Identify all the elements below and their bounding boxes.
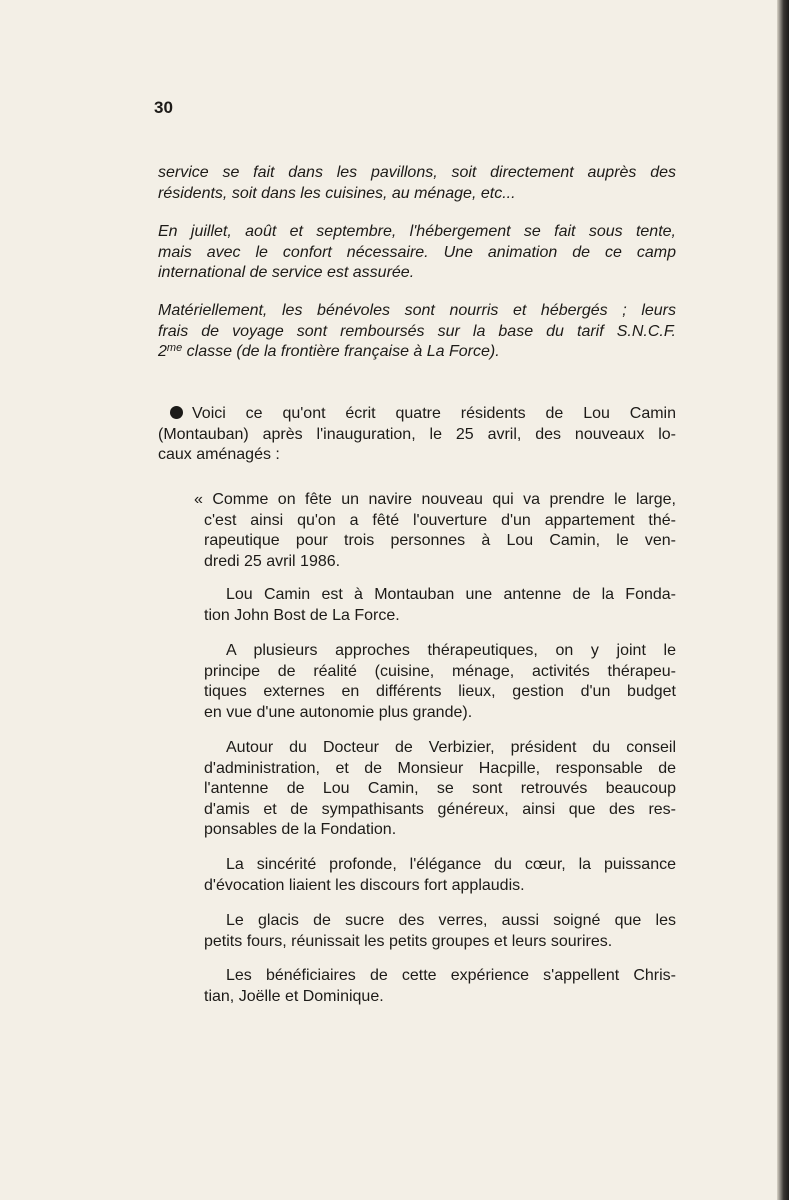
text-line: d'amis et de sympathisants généreux, ainsi que des res- xyxy=(204,800,676,818)
text-line: tian, Joëlle et Dominique. xyxy=(204,987,384,1005)
quote-paragraph-6 xyxy=(204,911,676,952)
text-line: En juillet, août et septembre, l'hébergement se fait sous tente, xyxy=(158,223,676,240)
paragraph-3 xyxy=(158,301,676,363)
quote-paragraph-1 xyxy=(194,490,676,572)
text-line: A plusieurs approches thérapeutiques, on y joint le xyxy=(226,642,676,659)
text-line: international de service est assurée. xyxy=(158,264,415,281)
text-line: rapeutique pour trois personnes à Lou Camin, le ven- xyxy=(204,532,676,549)
text-line: frais de voyage sont remboursés sur la base du tarif S.N.C.F. xyxy=(158,322,676,340)
page-edge-shadow xyxy=(777,0,789,1200)
text-line: c'est ainsi qu'on a fêté l'ouverture d'un appartement thé- xyxy=(204,511,676,529)
text-line: petits fours, réunissait les petits groupes et leurs sourires. xyxy=(204,932,613,950)
text-line: mais avec le confort nécessaire. Une animation de ce camp xyxy=(158,243,676,261)
quote-paragraph-7 xyxy=(204,966,676,1007)
text-line: tiques externes en différents lieux, gestion d'un budget xyxy=(204,683,676,700)
text-line: service se fait dans les pavillons, soit directement auprès des xyxy=(158,164,676,181)
paragraph-1 xyxy=(158,163,676,204)
quote-paragraph-4 xyxy=(204,738,676,841)
text-line: « Comme on fête un navire nouveau qui va prendre le large, xyxy=(194,491,676,508)
text-line: principe de réalité (cuisine, ménage, activités thérapeu- xyxy=(204,662,676,680)
text-line: l'antenne de Lou Camin, se sont retrouvés beaucoup xyxy=(204,780,676,797)
bullet-slot xyxy=(158,404,192,425)
text-line: ponsables de la Fondation. xyxy=(204,821,397,838)
text-line xyxy=(158,404,676,425)
text-line: tion John Bost de La Force. xyxy=(204,606,400,624)
text-line: dredi 25 avril 1986. xyxy=(204,552,341,570)
text-line: en vue d'une autonomie plus grande). xyxy=(204,703,473,721)
text-line: La sincérité profonde, l'élégance du cœur, la puissance xyxy=(226,856,676,873)
bullet-text: Voici ce qu'ont écrit quatre résidents de Lou Camin xyxy=(192,405,676,422)
text-line-rest: classe (de la frontière française à La Force). xyxy=(182,343,500,360)
text-line: Le glacis de sucre des verres, aussi soigné que les xyxy=(226,912,676,929)
text-line: Les bénéficiaires de cette expérience s'appellent Chris- xyxy=(226,967,676,984)
text-line: (Montauban) après l'inauguration, le 25 avril, des nouveaux lo- xyxy=(158,425,676,443)
text-line: caux aménagés : xyxy=(158,446,280,463)
text-line: Matériellement, les bénévoles sont nourris et hébergés ; leurs xyxy=(158,302,676,319)
text-line: d'administration, et de Monsieur Hacpille, responsable de xyxy=(204,759,676,777)
text-line: Autour du Docteur de Verbizier, président du conseil xyxy=(226,739,676,756)
page-number: 30 xyxy=(154,98,173,117)
ordinal-superscript: me xyxy=(166,342,183,354)
bullet-icon xyxy=(170,406,183,419)
quote-paragraph-3 xyxy=(204,641,676,723)
text-line: Lou Camin est à Montauban une antenne de la Fonda- xyxy=(226,586,676,603)
quote-paragraph-2 xyxy=(204,585,676,626)
ordinal-number: 2 xyxy=(158,343,167,360)
quote-paragraph-5 xyxy=(204,855,676,896)
text-line: d'évocation liaient les discours fort applaudis. xyxy=(204,876,525,894)
paragraph-2 xyxy=(158,222,676,284)
paragraph-4 xyxy=(158,404,676,466)
text-line: résidents, soit dans les cuisines, au ménage, etc... xyxy=(158,184,516,202)
text-line xyxy=(158,342,676,363)
